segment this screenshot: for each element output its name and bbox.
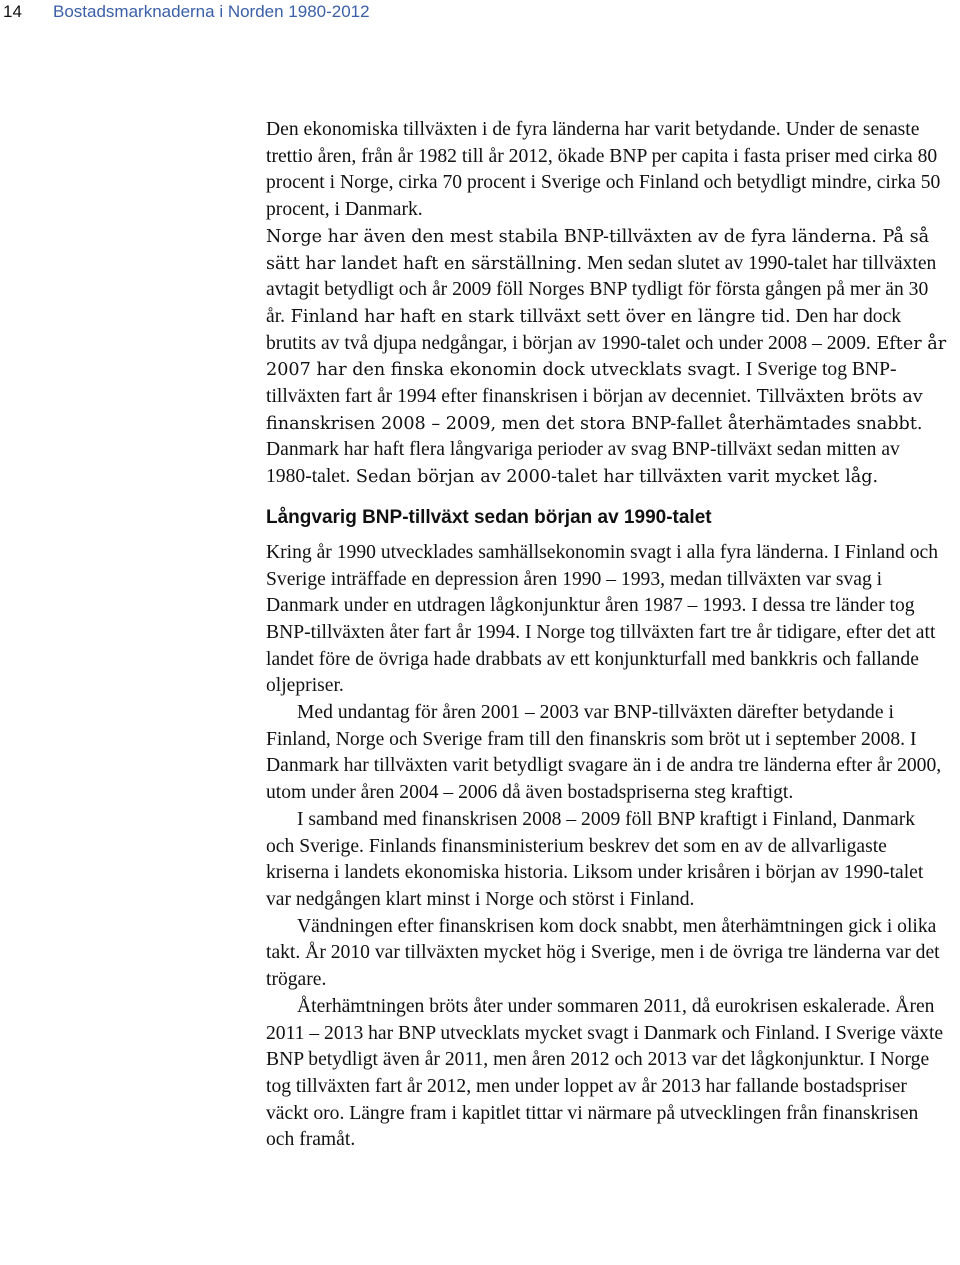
intro-text-7: I Sverige tog BNP-tillväxten fart år 1994 efter finanskrisen i början av decenniet.	[266, 359, 897, 408]
section-paragraph: Med undantag för åren 2001 – 2003 var BNP-tillväxten därefter betydande i Finland, Norge och Sverige fram till den finanskris som bröt ut i september 2008. I Danmark har tillväxten varit betydligt svagare än i de andra tre länderna efter år 2000, utom under åren 2004 – 2006 då även bostadspriserna steg kraftigt.	[266, 702, 942, 804]
section-heading: Långvarig BNP-tillväxt sedan början av 1990-talet	[266, 506, 712, 528]
intro-text-4: Finland har haft en stark tillväxt sett över en längre tid.	[285, 306, 791, 327]
page-number: 14	[3, 2, 22, 21]
section-paragraph: I samband med finanskrisen 2008 – 2009 föll BNP kraftigt i Finland, Danmark och Sverige. Finlands finansministerium beskrev det som en av de allvarligaste kriserna i landets ekonomiska historia. Liksom under krisåren i början av 1990-talet var nedgången klart minst i Norge och störst i Finland.	[266, 808, 924, 910]
intro-paragraph	[266, 117, 948, 491]
intro-text-2: Norge har även den mest stabila BNP-tillväxten av de fyra länderna. På så sätt har landet haft en särställning.	[266, 226, 930, 274]
section-paragraph: Kring år 1990 utvecklades samhällsekonomin svagt i alla fyra länderna. I Finland och Sverige inträffade en depression åren 1990 – 1993, medan tillväxten var svag i Danmark under en utdragen lågkonjunktur åren 1987 – 1993. I dessa tre länder tog BNP-tillväxten åter fart år 1994. I Norge tog tillväxten fart tre år tidigare, efter det att landet före de övriga hade drabbats av ett konjunkturfall med bankkris och fallande oljepriser.	[266, 541, 938, 697]
intro-text-5: Den har dock brutits av två djupa nedgångar, i början av 1990-talet och under 2008 – 2009.	[266, 305, 902, 354]
intro-text-8: Tillväxten bröts av finanskrisen 2008 – 2009, men det stora BNP-fallet återhämtades snabbt.	[266, 387, 923, 434]
page-header	[0, 0, 960, 24]
intro-text-1: Den ekonomiska tillväxten i de fyra länderna har varit betydande. Under de senaste trettio åren, från år 1982 till år 2012, ökade BNP per capita i fasta priser med cirka 80 procent i Norge, cirka 70 procent i Sverige och Finland och betydligt mindre, cirka 50 procent, i Danmark.	[266, 119, 941, 221]
intro-text-3: Men sedan slutet av 1990-talet har tillväxten avtagit betydligt och år 2009 föll Norges BNP tydligt för första gången på mer än 30 år.	[266, 252, 937, 327]
intro-text-9: Danmark har haft flera långvariga perioder av svag BNP-tillväxt sedan mitten av 1980-talet.	[266, 439, 900, 488]
intro-text-6: Efter år 2007 har den finska ekonomin dock utvecklats svagt.	[266, 333, 947, 381]
section-paragraph: Återhämtningen bröts åter under sommaren 2011, då eurokrisen eskalerade. Åren 2011 – 2013 har BNP utvecklats mycket svagt i Danmark och Finland. I Sverige växte BNP betydligt även år 2011, men åren 2012 och 2013 var det lågkonjunktur. I Norge tog tillväxten fart år 2012, men under loppet av år 2013 har fallande bostadspriser väckt oro. Längre fram i kapitlet tittar vi närmare på utvecklingen från finanskrisen och framåt.	[266, 995, 944, 1151]
running-title: Bostadsmarknaderna i Norden 1980-2012	[53, 2, 370, 21]
main-content	[266, 117, 948, 1154]
intro-text-10: Sedan början av 2000-talet har tillväxten varit mycket låg.	[350, 467, 879, 488]
section-paragraph: Vändningen efter finanskrisen kom dock snabbt, men återhämtningen gick i olika takt. År 2010 var tillväxten mycket hög i Sverige, men i de övriga tre länderna var det trögare.	[266, 915, 940, 991]
